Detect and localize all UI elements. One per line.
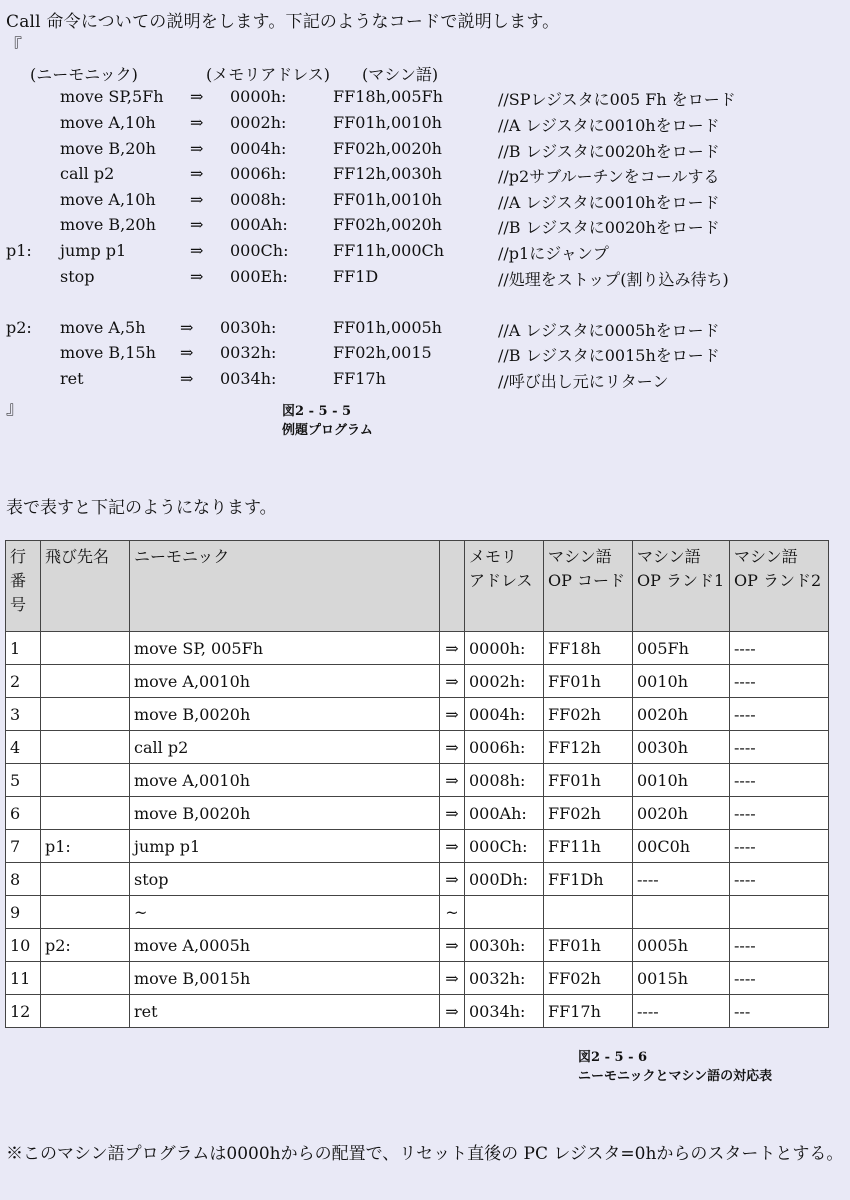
cell-row-number: 6 bbox=[6, 797, 41, 830]
cell-arrow: ⇒ bbox=[440, 665, 465, 698]
cell-opcode: FF02h bbox=[544, 698, 633, 731]
code-machine: FF01h,0010h bbox=[333, 113, 442, 132]
code-comment: //呼び出し元にリターン bbox=[498, 372, 669, 391]
cell-operand2: ---- bbox=[730, 797, 829, 830]
code-comment: //p1にジャンプ bbox=[498, 244, 609, 263]
header-destination: 飛び先名 bbox=[41, 541, 130, 632]
cell-destination bbox=[41, 731, 130, 764]
code-arrow: ⇒ bbox=[190, 190, 204, 209]
note-text: ※このマシン語プログラムは0000hからの配置で、リセット直後の PC レジスタ=0hからのスタートとする。 bbox=[6, 1144, 844, 1164]
code-machine: FF02h,0020h bbox=[333, 215, 442, 234]
cell-arrow: ⇒ bbox=[440, 731, 465, 764]
cell-opcode: FF01h bbox=[544, 665, 633, 698]
code-address: 0002h: bbox=[230, 113, 287, 132]
code-mnemonic: move B,20h bbox=[60, 215, 156, 234]
cell-arrow: ⇒ bbox=[440, 830, 465, 863]
cell-arrow: ⇒ bbox=[440, 863, 465, 896]
cell-opcode: FF01h bbox=[544, 929, 633, 962]
cell-arrow: ⇒ bbox=[440, 698, 465, 731]
intro-text: Call 命令についての説明をします。下記のようなコードで説明します。 bbox=[6, 12, 560, 32]
table-row bbox=[6, 896, 829, 929]
table-row bbox=[6, 995, 829, 1028]
cell-mnemonic: call p2 bbox=[130, 731, 440, 764]
cell-mnemonic: move B,0015h bbox=[130, 962, 440, 995]
cell-opcode: FF12h bbox=[544, 731, 633, 764]
cell-destination bbox=[41, 797, 130, 830]
cell-address: 0030h: bbox=[465, 929, 544, 962]
cell-destination bbox=[41, 698, 130, 731]
code-arrow: ⇒ bbox=[190, 267, 204, 286]
figure-number: 図2 - 5 - 6 bbox=[578, 1050, 648, 1065]
cell-arrow: ⇒ bbox=[440, 632, 465, 665]
code-address: 000Eh: bbox=[230, 267, 288, 286]
cell-operand1: 0010h bbox=[633, 665, 730, 698]
cell-address: 0032h: bbox=[465, 962, 544, 995]
cell-arrow: ~ bbox=[440, 896, 465, 929]
code-address: 0000h: bbox=[230, 87, 287, 106]
header-address: メモリ アドレス bbox=[465, 541, 544, 632]
table-row bbox=[6, 962, 829, 995]
table-row bbox=[6, 698, 829, 731]
cell-address: 0002h: bbox=[465, 665, 544, 698]
table-row bbox=[6, 863, 829, 896]
code-machine: FF11h,000Ch bbox=[333, 241, 445, 260]
cell-address: 0006h: bbox=[465, 731, 544, 764]
cell-row-number: 2 bbox=[6, 665, 41, 698]
code-header-machine: (マシン語) bbox=[362, 65, 439, 84]
table-row bbox=[6, 764, 829, 797]
cell-operand1: 0005h bbox=[633, 929, 730, 962]
figure-title: 例題プログラム bbox=[282, 423, 373, 438]
code-mnemonic: move A,5h bbox=[60, 318, 146, 337]
cell-operand1: 005Fh bbox=[633, 632, 730, 665]
cell-operand1: ---- bbox=[633, 995, 730, 1028]
code-mnemonic: move B,15h bbox=[60, 343, 156, 362]
cell-operand2: ---- bbox=[730, 665, 829, 698]
cell-arrow: ⇒ bbox=[440, 797, 465, 830]
figure-number: 図2 - 5 - 5 bbox=[282, 404, 352, 419]
cell-row-number: 4 bbox=[6, 731, 41, 764]
table-row bbox=[6, 830, 829, 863]
cell-mnemonic: move B,0020h bbox=[130, 797, 440, 830]
cell-address: 0000h: bbox=[465, 632, 544, 665]
cell-opcode: FF11h bbox=[544, 830, 633, 863]
code-label: p2: bbox=[6, 318, 32, 337]
cell-destination bbox=[41, 962, 130, 995]
header-arrow bbox=[440, 541, 465, 632]
code-header-mnemonic: (ニーモニック) bbox=[30, 65, 138, 84]
header-row-number: 行 番 号 bbox=[6, 541, 41, 632]
code-address: 0030h: bbox=[220, 318, 277, 337]
cell-mnemonic: ret bbox=[130, 995, 440, 1028]
table-row bbox=[6, 665, 829, 698]
cell-address: 0034h: bbox=[465, 995, 544, 1028]
code-comment: //A レジスタに0010hをロード bbox=[498, 116, 720, 135]
cell-operand1: 0030h bbox=[633, 731, 730, 764]
cell-mnemonic: move B,0020h bbox=[130, 698, 440, 731]
cell-opcode: FF02h bbox=[544, 962, 633, 995]
code-address: 000Ch: bbox=[230, 241, 289, 260]
cell-operand1: 0015h bbox=[633, 962, 730, 995]
cell-operand1: 0020h bbox=[633, 797, 730, 830]
cell-row-number: 10 bbox=[6, 929, 41, 962]
code-comment: //A レジスタに0005hをロード bbox=[498, 321, 720, 340]
figure-title: ニーモニックとマシン語の対応表 bbox=[578, 1069, 773, 1084]
code-comment: //B レジスタに0020hをロード bbox=[498, 142, 720, 161]
code-mnemonic: stop bbox=[60, 267, 95, 286]
cell-operand2: ---- bbox=[730, 929, 829, 962]
table-row bbox=[6, 632, 829, 665]
mnemonic-machine-table bbox=[5, 540, 829, 1028]
code-mnemonic: call p2 bbox=[60, 164, 115, 183]
cell-mnemonic: stop bbox=[130, 863, 440, 896]
code-mnemonic: move A,10h bbox=[60, 113, 156, 132]
code-address: 0008h: bbox=[230, 190, 287, 209]
figure-caption-2 bbox=[578, 1048, 772, 1086]
cell-opcode: FF01h bbox=[544, 764, 633, 797]
cell-opcode: FF17h bbox=[544, 995, 633, 1028]
figure-caption-1 bbox=[282, 402, 373, 440]
code-arrow: ⇒ bbox=[190, 241, 204, 260]
code-comment: //A レジスタに0010hをロード bbox=[498, 193, 720, 212]
code-machine: FF01h,0005h bbox=[333, 318, 442, 337]
cell-mnemonic: move SP, 005Fh bbox=[130, 632, 440, 665]
code-machine: FF12h,0030h bbox=[333, 164, 442, 183]
close-bracket: 』 bbox=[6, 398, 24, 419]
cell-destination: p2: bbox=[41, 929, 130, 962]
cell-address: 000Ah: bbox=[465, 797, 544, 830]
cell-row-number: 5 bbox=[6, 764, 41, 797]
code-comment: //p2サブルーチンをコールする bbox=[498, 167, 720, 186]
cell-operand2: ---- bbox=[730, 632, 829, 665]
cell-mnemonic: ~ bbox=[130, 896, 440, 929]
code-header-address: (メモリアドレス) bbox=[206, 65, 331, 84]
code-arrow: ⇒ bbox=[180, 318, 194, 337]
code-machine: FF18h,005Fh bbox=[333, 87, 443, 106]
cell-operand2: ---- bbox=[730, 764, 829, 797]
code-machine: FF02h,0020h bbox=[333, 139, 442, 158]
cell-mnemonic: move A,0005h bbox=[130, 929, 440, 962]
cell-row-number: 7 bbox=[6, 830, 41, 863]
code-machine: FF1D bbox=[333, 267, 379, 286]
code-arrow: ⇒ bbox=[190, 139, 204, 158]
cell-destination: p1: bbox=[41, 830, 130, 863]
cell-operand2: ---- bbox=[730, 731, 829, 764]
cell-mnemonic: move A,0010h bbox=[130, 764, 440, 797]
cell-row-number: 9 bbox=[6, 896, 41, 929]
table-row bbox=[6, 797, 829, 830]
cell-opcode bbox=[544, 896, 633, 929]
code-address: 0006h: bbox=[230, 164, 287, 183]
table-body bbox=[6, 632, 829, 1028]
code-arrow: ⇒ bbox=[190, 164, 204, 183]
code-mnemonic: move B,20h bbox=[60, 139, 156, 158]
code-mnemonic: move SP,5Fh bbox=[60, 87, 164, 106]
cell-opcode: FF02h bbox=[544, 797, 633, 830]
cell-address bbox=[465, 896, 544, 929]
cell-row-number: 12 bbox=[6, 995, 41, 1028]
cell-arrow: ⇒ bbox=[440, 764, 465, 797]
code-comment: //処理をストップ(割り込み待ち) bbox=[498, 270, 729, 289]
code-address: 0032h: bbox=[220, 343, 277, 362]
code-mnemonic: ret bbox=[60, 369, 84, 388]
cell-address: 0008h: bbox=[465, 764, 544, 797]
code-address: 000Ah: bbox=[230, 215, 288, 234]
code-comment: //SPレジスタに005 Fh をロード bbox=[498, 90, 736, 109]
header-mnemonic: ニーモニック bbox=[130, 541, 440, 632]
cell-operand1: 0010h bbox=[633, 764, 730, 797]
cell-operand2 bbox=[730, 896, 829, 929]
code-comment: //B レジスタに0020hをロード bbox=[498, 218, 720, 237]
cell-operand2: ---- bbox=[730, 830, 829, 863]
open-bracket: 『 bbox=[4, 36, 22, 57]
code-arrow: ⇒ bbox=[180, 343, 194, 362]
code-label: p1: bbox=[6, 241, 32, 260]
cell-row-number: 1 bbox=[6, 632, 41, 665]
code-address: 0034h: bbox=[220, 369, 277, 388]
cell-destination bbox=[41, 863, 130, 896]
cell-arrow: ⇒ bbox=[440, 962, 465, 995]
table-row bbox=[6, 929, 829, 962]
cell-opcode: FF18h bbox=[544, 632, 633, 665]
cell-address: 0004h: bbox=[465, 698, 544, 731]
cell-destination bbox=[41, 995, 130, 1028]
cell-destination bbox=[41, 665, 130, 698]
cell-operand1: 0020h bbox=[633, 698, 730, 731]
header-operand2: マシン語 OP ランド2 bbox=[730, 541, 829, 632]
cell-operand2: ---- bbox=[730, 962, 829, 995]
cell-operand1 bbox=[633, 896, 730, 929]
header-operand1: マシン語 OP ランド1 bbox=[633, 541, 730, 632]
header-opcode: マシン語 OP コード bbox=[544, 541, 633, 632]
table-header-row bbox=[6, 541, 829, 632]
code-arrow: ⇒ bbox=[190, 113, 204, 132]
code-mnemonic: jump p1 bbox=[60, 241, 127, 260]
cell-operand2: --- bbox=[730, 995, 829, 1028]
table-intro-text: 表で表すと下記のようになります。 bbox=[6, 498, 277, 518]
code-mnemonic: move A,10h bbox=[60, 190, 156, 209]
table-row bbox=[6, 731, 829, 764]
cell-arrow: ⇒ bbox=[440, 995, 465, 1028]
code-machine: FF02h,0015 bbox=[333, 343, 432, 362]
cell-destination bbox=[41, 764, 130, 797]
code-arrow: ⇒ bbox=[190, 87, 204, 106]
cell-row-number: 8 bbox=[6, 863, 41, 896]
code-machine: FF01h,0010h bbox=[333, 190, 442, 209]
code-arrow: ⇒ bbox=[190, 215, 204, 234]
cell-address: 000Ch: bbox=[465, 830, 544, 863]
cell-operand2: ---- bbox=[730, 863, 829, 896]
cell-address: 000Dh: bbox=[465, 863, 544, 896]
cell-destination bbox=[41, 632, 130, 665]
cell-operand1: 00C0h bbox=[633, 830, 730, 863]
code-address: 0004h: bbox=[230, 139, 287, 158]
code-arrow: ⇒ bbox=[180, 369, 194, 388]
cell-row-number: 3 bbox=[6, 698, 41, 731]
cell-destination bbox=[41, 896, 130, 929]
cell-mnemonic: move A,0010h bbox=[130, 665, 440, 698]
code-machine: FF17h bbox=[333, 369, 386, 388]
cell-operand1: ---- bbox=[633, 863, 730, 896]
code-comment: //B レジスタに0015hをロード bbox=[498, 346, 720, 365]
cell-mnemonic: jump p1 bbox=[130, 830, 440, 863]
cell-operand2: ---- bbox=[730, 698, 829, 731]
cell-opcode: FF1Dh bbox=[544, 863, 633, 896]
cell-row-number: 11 bbox=[6, 962, 41, 995]
cell-arrow: ⇒ bbox=[440, 929, 465, 962]
